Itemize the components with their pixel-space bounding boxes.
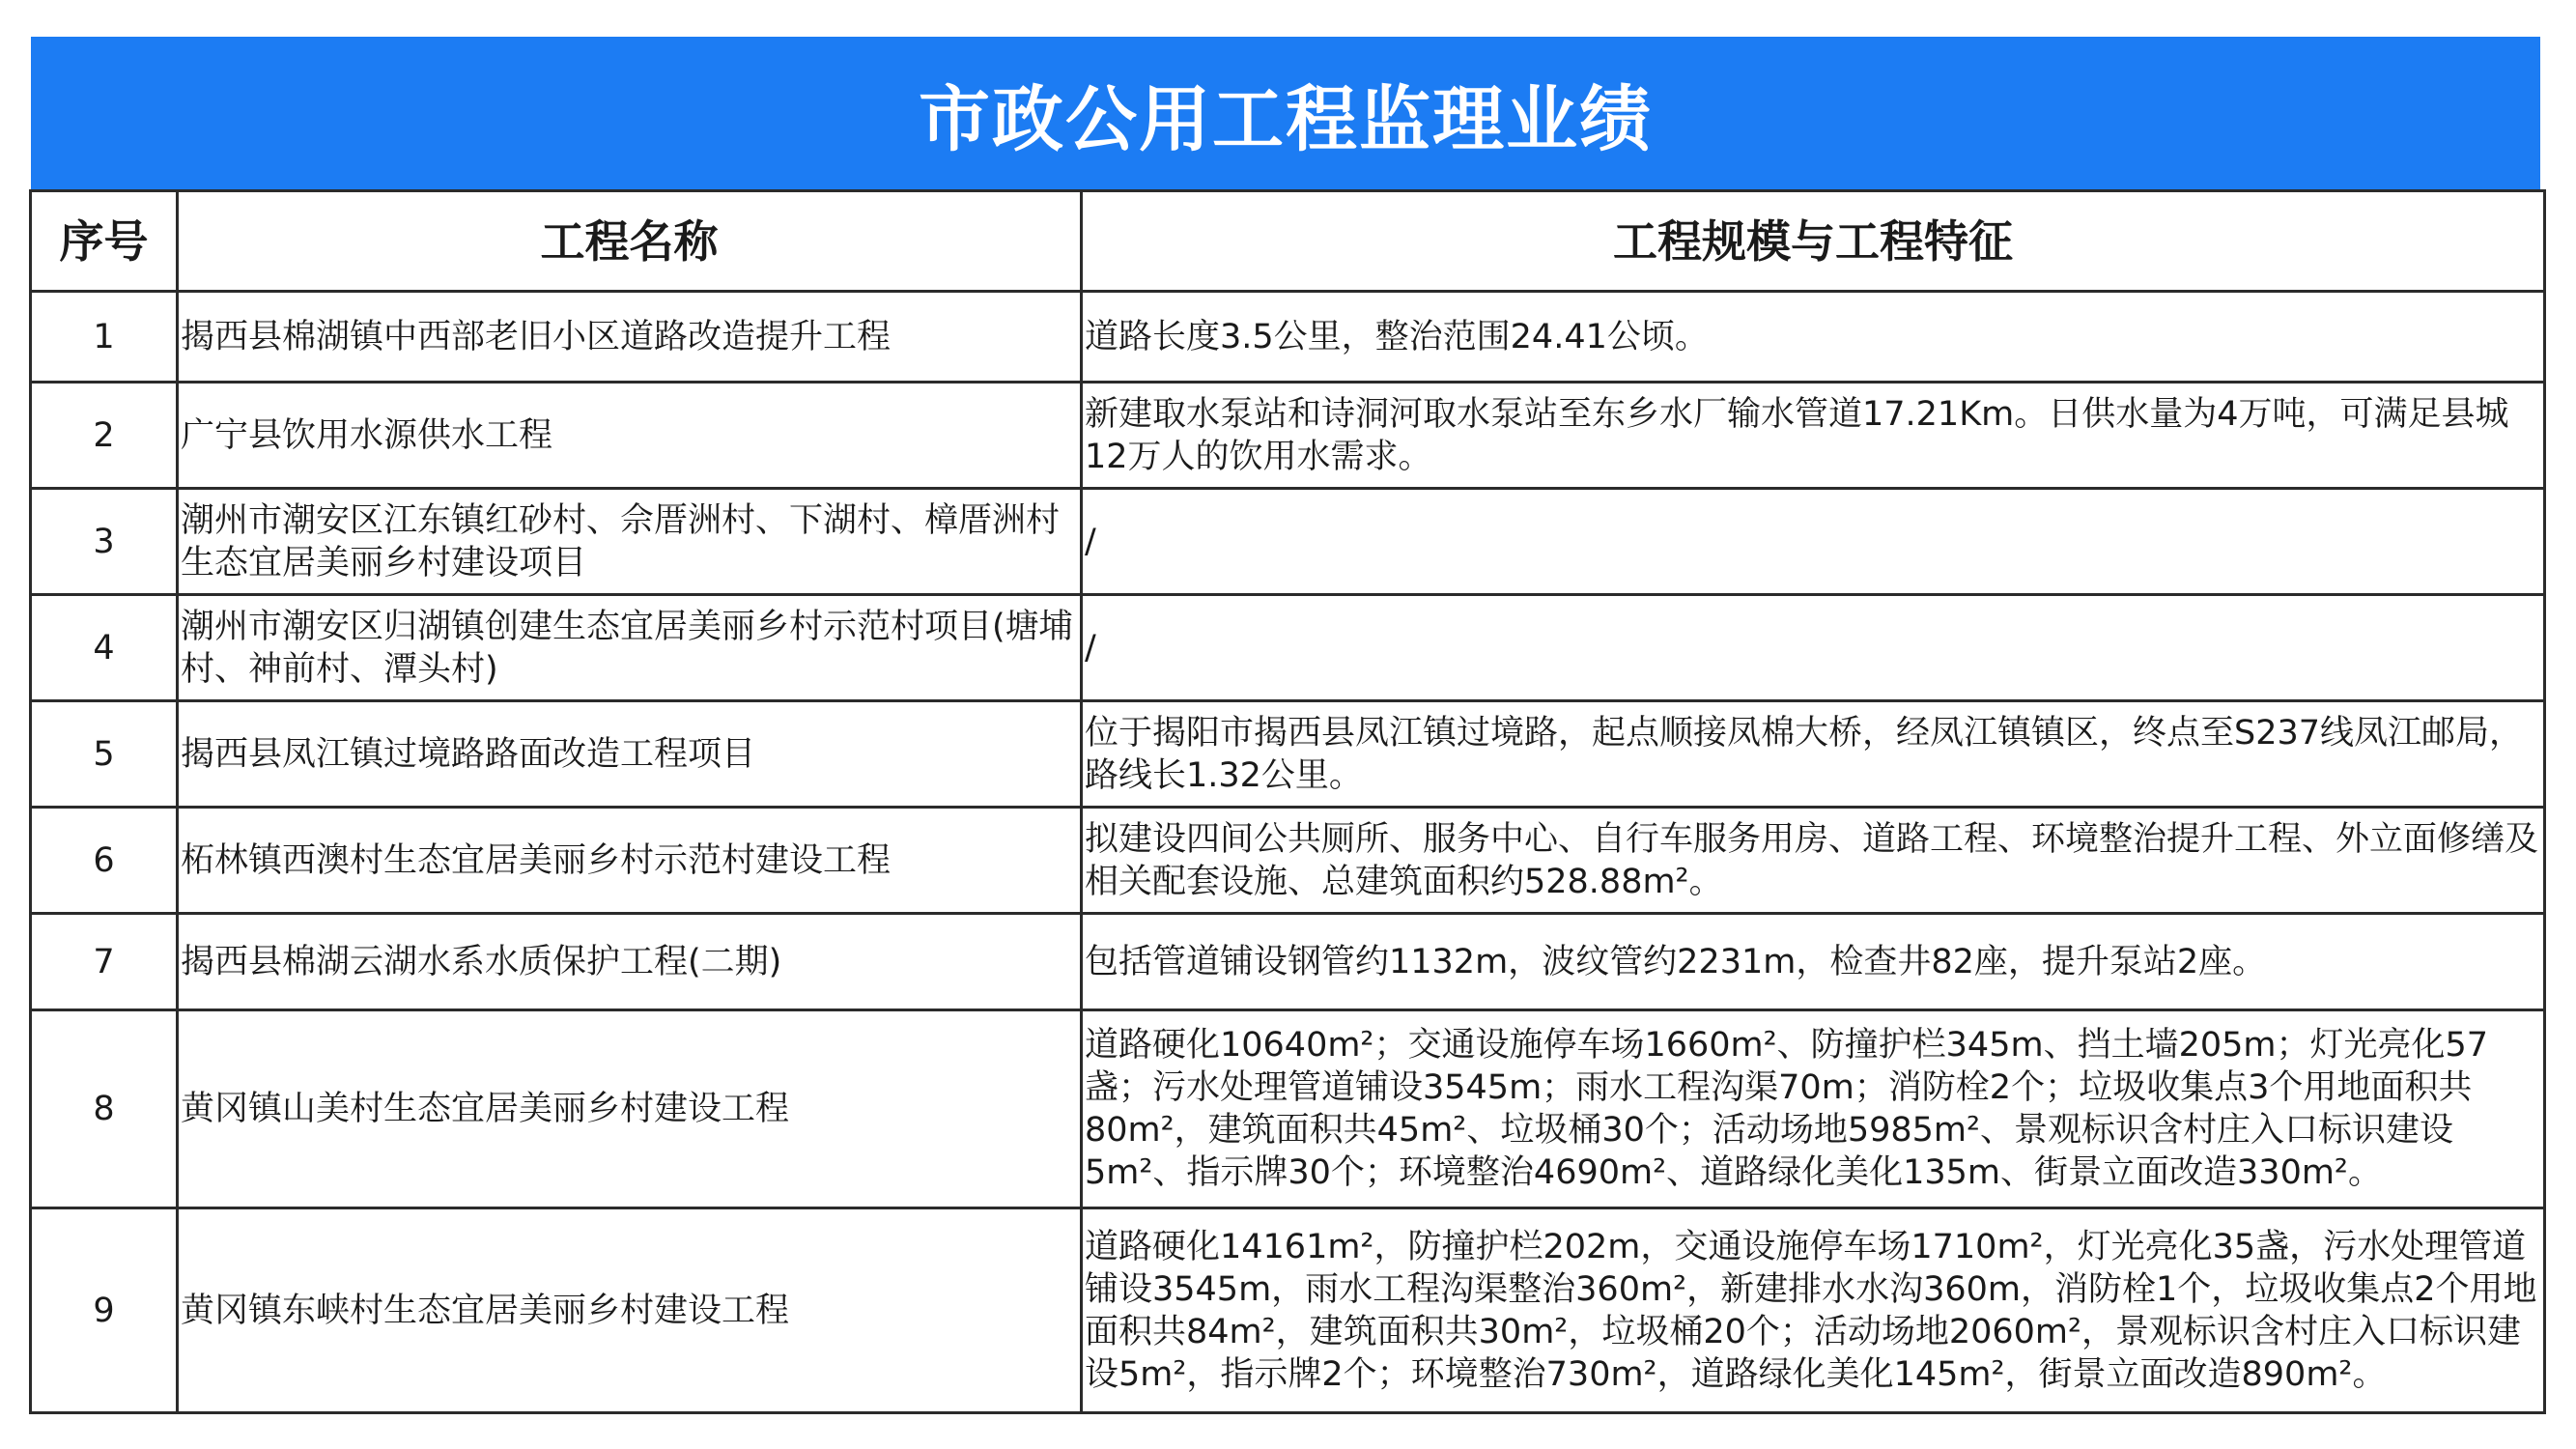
row-index: 4 — [31, 595, 178, 701]
table-row — [31, 595, 2545, 701]
project-name: 揭西县棉湖镇中西部老旧小区道路改造提升工程 — [178, 292, 1082, 383]
project-name: 黄冈镇山美村生态宜居美丽乡村建设工程 — [178, 1010, 1082, 1208]
table-row — [31, 383, 2545, 489]
table-row — [31, 292, 2545, 383]
table-row — [31, 489, 2545, 595]
project-features: 包括管道铺设钢管约1132m，波纹管约2231m，检查井82座，提升泵站2座。 — [1082, 914, 2545, 1010]
title-banner — [31, 37, 2540, 190]
project-features: 道路硬化14161m²，防撞护栏202m，交通设施停车场1710m²，灯光亮化35盏，污水处理管道铺设3545m，雨水工程沟渠整治360m²，新建排水水沟360m，消防栓1个，垃圾收集点2个用地面积共84m²，建筑面积共30m²，垃圾桶20个；活动场地2060m²，景观标识含村庄入口标识建设5m²，指示牌2个；环境整治730m²，道路绿化美化145m²，街景立面改造890m²。 — [1082, 1208, 2545, 1413]
header-scale-features: 工程规模与工程特征 — [1082, 191, 2545, 292]
row-index: 8 — [31, 1010, 178, 1208]
row-index: 7 — [31, 914, 178, 1010]
header-index: 序号 — [31, 191, 178, 292]
table-row — [31, 701, 2545, 808]
project-name: 柘林镇西澳村生态宜居美丽乡村示范村建设工程 — [178, 808, 1082, 914]
project-name: 广宁县饮用水源供水工程 — [178, 383, 1082, 489]
project-name: 揭西县凤江镇过境路路面改造工程项目 — [178, 701, 1082, 808]
project-name: 揭西县棉湖云湖水系水质保护工程(二期) — [178, 914, 1082, 1010]
header-project-name: 工程名称 — [178, 191, 1082, 292]
project-features: 道路长度3.5公里，整治范围24.41公顷。 — [1082, 292, 2545, 383]
project-features: / — [1082, 489, 2545, 595]
project-name: 潮州市潮安区归湖镇创建生态宜居美丽乡村示范村项目(塘埔村、神前村、潭头村) — [178, 595, 1082, 701]
performance-table — [29, 189, 2546, 1414]
row-index: 6 — [31, 808, 178, 914]
row-index: 2 — [31, 383, 178, 489]
project-features: 道路硬化10640m²；交通设施停车场1660m²、防撞护栏345m、挡土墙205m；灯光亮化57盏；污水处理管道铺设3545m；雨水工程沟渠70m；消防栓2个；垃圾收集点3个用地面积共80m²，建筑面积共45m²、垃圾桶30个；活动场地5985m²、景观标识含村庄入口标识建设5m²、指示牌30个；环境整治4690m²、道路绿化美化135m、街景立面改造330m²。 — [1082, 1010, 2545, 1208]
project-features: 位于揭阳市揭西县凤江镇过境路，起点顺接凤棉大桥，经凤江镇镇区，终点至S237线凤江邮局，路线长1.32公里。 — [1082, 701, 2545, 808]
project-features: 新建取水泵站和诗洞河取水泵站至东乡水厂输水管道17.21Km。日供水量为4万吨，可满足县城12万人的饮用水需求。 — [1082, 383, 2545, 489]
row-index: 5 — [31, 701, 178, 808]
table-row — [31, 1010, 2545, 1208]
table-row — [31, 1208, 2545, 1413]
project-features: / — [1082, 595, 2545, 701]
table-header-row — [31, 191, 2545, 292]
row-index: 9 — [31, 1208, 178, 1413]
row-index: 3 — [31, 489, 178, 595]
project-name: 黄冈镇东峡村生态宜居美丽乡村建设工程 — [178, 1208, 1082, 1413]
page-title: 市政公用工程监理业绩 — [919, 77, 1653, 161]
table-row — [31, 808, 2545, 914]
table-row — [31, 914, 2545, 1010]
row-index: 1 — [31, 292, 178, 383]
project-name: 潮州市潮安区江东镇红砂村、佘厝洲村、下湖村、樟厝洲村生态宜居美丽乡村建设项目 — [178, 489, 1082, 595]
project-features: 拟建设四间公共厕所、服务中心、自行车服务用房、道路工程、环境整治提升工程、外立面修缮及相关配套设施、总建筑面积约528.88m²。 — [1082, 808, 2545, 914]
